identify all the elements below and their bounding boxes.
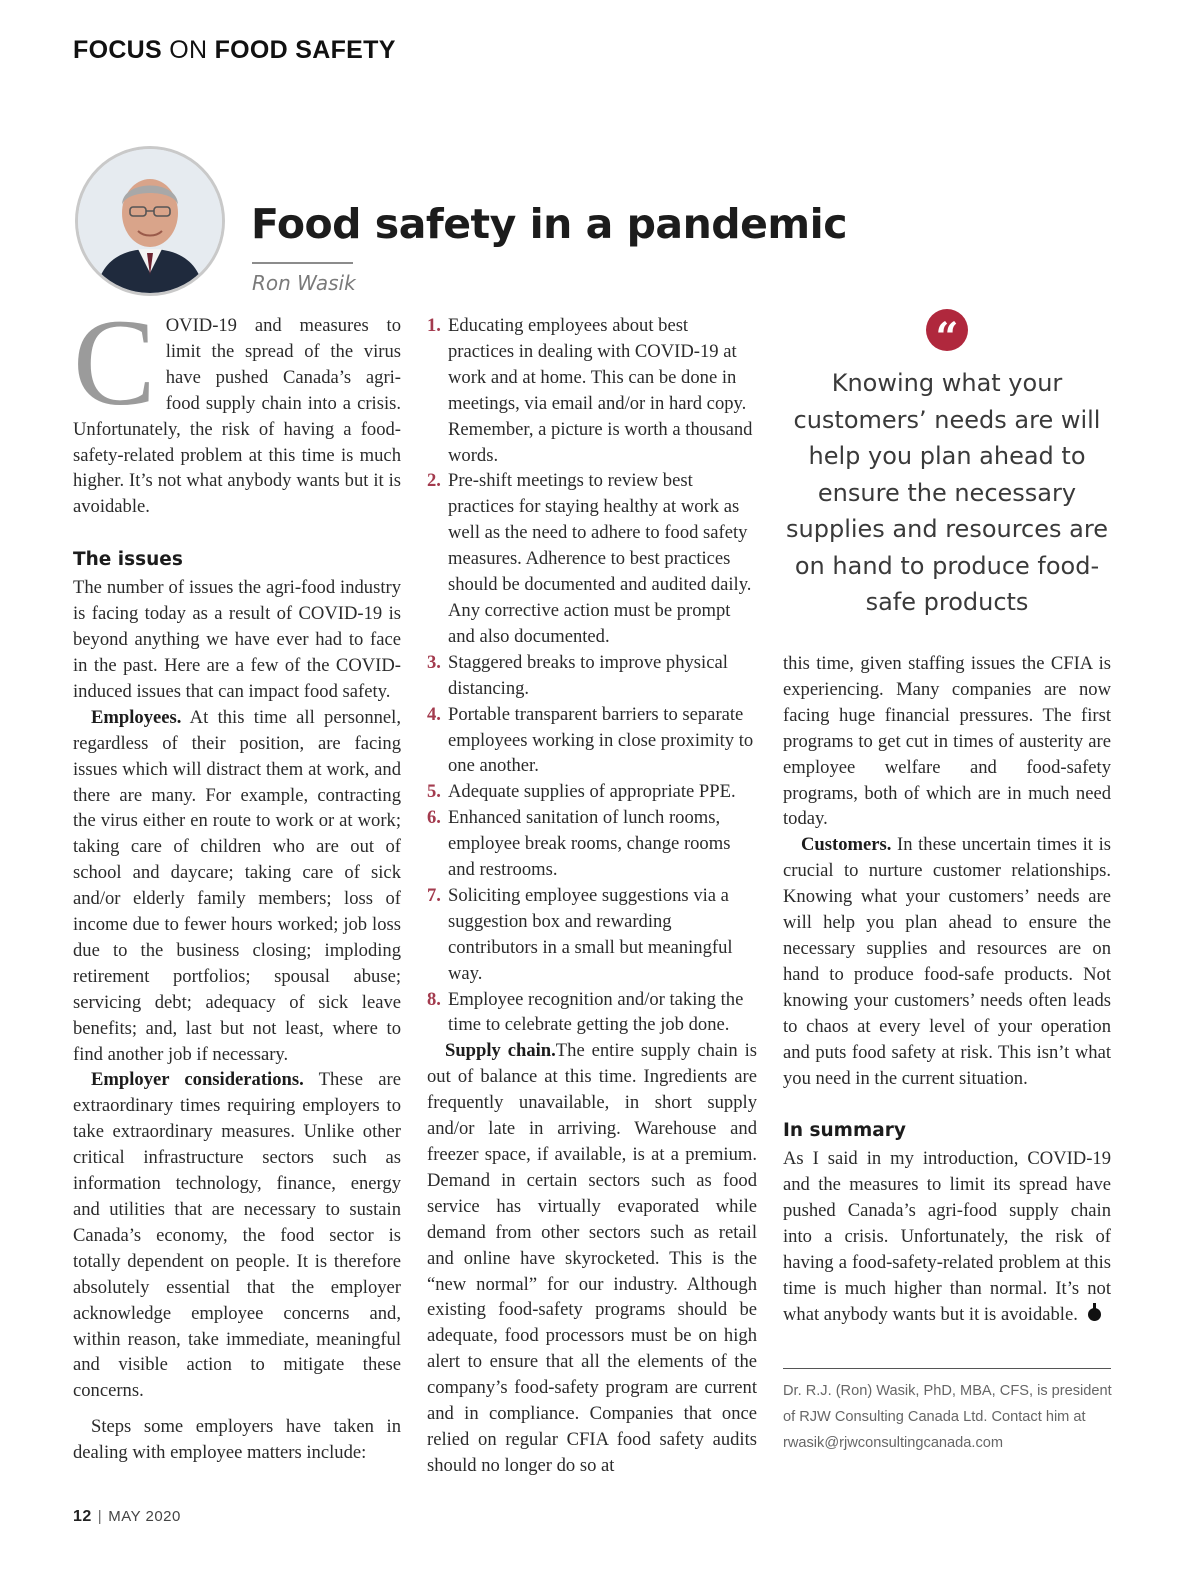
title-divider — [252, 262, 353, 264]
column-3 — [783, 651, 1111, 1328]
employer-label: Employer considerations. — [91, 1069, 304, 1091]
list-number: 4. — [427, 703, 441, 725]
list-text: Portable transparent barriers to separate employees working in close proximity to one another. — [448, 703, 754, 777]
apple-end-icon — [1088, 1308, 1101, 1321]
page-number: 12 — [73, 1508, 92, 1525]
kicker-on: ON — [169, 36, 208, 64]
list-number: 3. — [427, 651, 441, 673]
issues-paragraph: The number of issues the agri-food industry is facing today as a result of COVID-19 is beyond anything we have ever had to face in the past. Here are a few of the COVID-induced issues that can impact food safety. — [73, 577, 401, 702]
drop-cap: C — [73, 294, 156, 431]
list-item — [427, 805, 757, 883]
list-number: 5. — [427, 781, 441, 803]
employees-paragraph — [73, 705, 401, 1068]
summary-paragraph — [783, 1146, 1111, 1327]
kicker-topic: FOOD SAFETY — [214, 36, 396, 64]
author-portrait-image — [78, 149, 222, 293]
issues-heading: The issues — [73, 549, 183, 571]
list-item — [427, 702, 757, 780]
list-item — [427, 650, 757, 702]
intro-text: OVID-19 and measures to limit the spread of the virus have pushed Canada’s agri-food supply chain into a crisis. Unfortunately, the risk of having a food-safety-related problem at this time is much higher. It’s not what anybody wants but it is avoidable. — [73, 315, 401, 518]
list-number: 7. — [427, 884, 441, 906]
list-text: Enhanced sanitation of lunch rooms, employee break rooms, change rooms and restrooms. — [448, 807, 731, 881]
pull-quote: Knowing what your customers’ needs are will help you plan ahead to ensure the necessary supplies and resources are on hand to produce food-safe products — [786, 369, 1108, 616]
employees-label: Employees. — [91, 706, 182, 728]
quote-icon: “ — [926, 309, 968, 351]
supply-chain-text: The entire supply chain is out of balance at this time. Ingredients are frequently unavailable, in short supply and/or late in arriving. Warehouse and freezer space, if available, is at a premium. Demand in certain sectors such as food service has virtually evaporated while demand from other sectors such as retail and online have skyrocketed. This is the “new normal” for our industry. Although existing food-safety programs should be adequate, food processors must be on high alert to ensure that all the elements of the company’s food-safety program are current and in compliance. Companies that once relied on regular CFIA food safety audits should no longer do so at — [427, 1040, 757, 1476]
steps-intro: Steps some employers have taken in dealing with employee matters include: — [73, 1416, 401, 1464]
customers-label: Customers. — [801, 834, 892, 856]
employer-text: These are extraordinary times requiring employers to take extraordinary measures. Unlike other critical infrastructure sectors such as information technology, finance, energy and utilities that are necessary to sustain Canada’s economy, the food sector is totally dependent on people. It is therefore absolutely essential that the employer acknowledge employee concerns and, within reason, take immediate, meaningful and visible action to mitigate these concerns. — [73, 1069, 401, 1402]
kicker-focus: FOCUS — [73, 36, 162, 64]
customers-text: In these uncertain times it is crucial to nurture customer relationships. Knowing what your customers’ needs are will help you plan ahead to ensure the necessary supplies and resources are on hand to produce food-safe products. Not knowing your customers’ needs often leads to chaos at every level of your operation and puts food safety at risk. This isn’t what you need in the current situation. — [783, 834, 1111, 1089]
column-2 — [427, 313, 757, 1479]
supply-chain-continued: this time, given staffing issues the CFIA is experiencing. Many companies are now facing huge financial pressures. The first programs to get cut in times of austerity are employee welfare and food-safety programs, both of which are in much need today. — [783, 653, 1111, 830]
list-number: 6. — [427, 807, 441, 829]
author-portrait — [75, 146, 225, 296]
list-item — [427, 313, 757, 468]
steps-list — [427, 313, 757, 1038]
section-kicker — [73, 36, 396, 65]
list-text: Staggered breaks to improve physical distancing. — [448, 651, 728, 699]
list-text: Educating employees about best practices in dealing with COVID-19 at work and at home. This can be done in meetings, via email and/or in hard copy. Remember, a picture is worth a thousand words. — [448, 315, 753, 466]
supply-chain-label: Supply chain. — [445, 1040, 556, 1062]
column-1 — [73, 294, 401, 1466]
intro-paragraph — [73, 294, 401, 520]
list-text: Soliciting employee suggestions via a suggestion box and rewarding contributors in a small but meaningful way. — [448, 884, 733, 984]
folio-separator: | — [97, 1508, 103, 1525]
list-text: Adequate supplies of appropriate PPE. — [448, 781, 736, 803]
list-number: 2. — [427, 470, 441, 492]
author-bio: Dr. R.J. (Ron) Wasik, PhD, MBA, CFS, is president of RJW Consulting Canada Ltd. Contact him at rwasik@rjwconsultingcanada.com — [783, 1383, 1112, 1451]
list-item — [427, 987, 757, 1039]
list-number: 1. — [427, 315, 441, 336]
article-title: Food safety in a pandemic — [251, 200, 848, 248]
issue-date: MAY 2020 — [108, 1508, 181, 1525]
customers-paragraph — [783, 832, 1111, 1091]
list-text: Pre-shift meetings to review best practices for staying healthy at work as well as the need to adhere to food safety measures. Adherence to best practices should be documented and audited daily. Any corrective action must be prompt and also documented. — [448, 470, 752, 647]
page-folio — [73, 1508, 181, 1526]
author-byline: Ron Wasik — [252, 271, 356, 295]
bio-divider — [783, 1368, 1111, 1369]
list-item — [427, 468, 757, 649]
list-number: 8. — [427, 988, 441, 1010]
list-item — [427, 779, 757, 805]
employees-text: At this time all personnel, regardless of their position, are facing issues which will distract them at work, and there are many. For example, contracting the virus either en route to work or at work; taking care of children who are out of school and daycare; taking care of sick and/or elderly family members; loss of income due to fewer hours worked; job loss due to the business closing; imploding retirement portfolios; spousal abuse; servicing debt; adequacy of sick leave benefits; and, last but not least, where to find another job if necessary. — [73, 706, 401, 1065]
employer-paragraph — [73, 1067, 401, 1404]
list-item — [427, 883, 757, 987]
summary-heading: In summary — [783, 1120, 906, 1142]
list-text: Employee recognition and/or taking the time to celebrate getting the job done. — [448, 988, 744, 1036]
supply-chain-paragraph — [427, 1038, 757, 1478]
summary-text: As I said in my introduction, COVID-19 and the measures to limit its spread have pushed Canada’s agri-food supply chain into a crisis. Unfortunately, the risk of having a food-safety-related problem at this time is much higher than normal. It’s not what anybody wants but it is avoidable. — [783, 1148, 1111, 1325]
